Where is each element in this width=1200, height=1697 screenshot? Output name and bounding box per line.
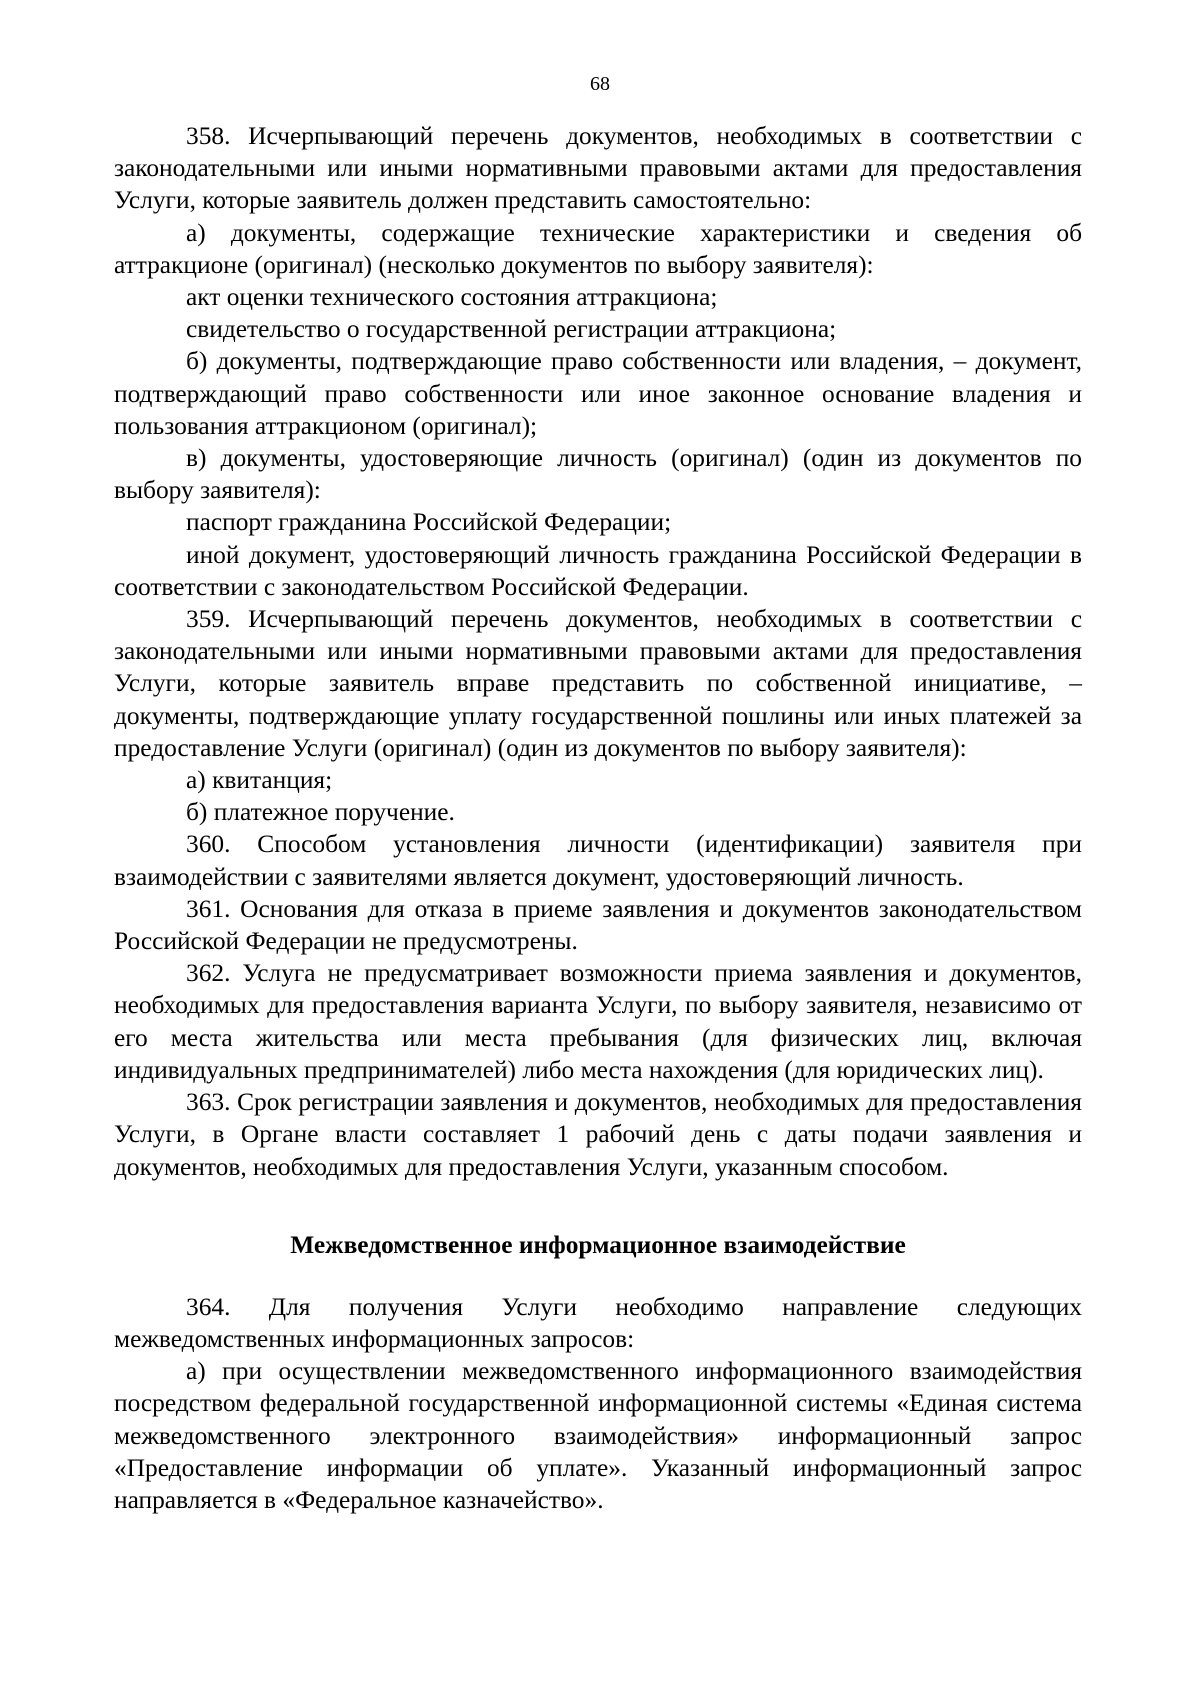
paragraph-364-a: а) при осуществлении межведомственного информационного взаимодействия посредством федеральной государственной информационной системы «Единая система межведомственного электронного взаимодействия» информационный запрос «Предоставление информации об уплате». Указанный информационный запрос направляется в «Федеральное казначейство». (114, 1357, 1082, 1514)
paragraph-358-v: в) документы, удостоверяющие личность (оригинал) (один из документов по выбору заявителя): (114, 444, 1082, 505)
paragraph-358-a: а) документы, содержащие технические характеристики и сведения об аттракционе (оригинал) (несколько документов по выбору заявителя): (114, 218, 1082, 279)
document-body (114, 120, 1082, 1516)
paragraph-359-b: б) платежное поручение. (186, 798, 455, 827)
paragraph-360: 360. Способом установления личности (идентификации) заявителя при взаимодействии с заявителями является документ, удостоверяющий личность. (114, 830, 1082, 891)
paragraph-358: 358. Исчерпывающий перечень документов, необходимых в соответствии с законодательными или иными нормативными правовыми актами для предоставления Услуги, которые заявитель должен представить самостоятельно: (114, 122, 1082, 215)
paragraph-359-a: а) квитанция; (186, 766, 333, 795)
page-number: 68 (590, 73, 610, 95)
paragraph-358-a-item-2: свидетельство о государственной регистрации аттракциона; (186, 315, 837, 344)
paragraph-362: 362. Услуга не предусматривает возможности приема заявления и документов, необходимых для предоставления варианта Услуги, по выбору заявителя, независимо от его места жительства или места пребывания (для физических лиц, включая индивидуальных предпринимателей) либо места нахождения (для юридических лиц). (114, 959, 1082, 1084)
paragraph-364: 364. Для получения Услуги необходимо направление следующих межведомственных информационных запросов: (114, 1292, 1082, 1353)
paragraph-361: 361. Основания для отказа в приеме заявления и документов законодательством Российской Федерации не предусмотрены. (114, 894, 1082, 956)
paragraph-358-b: б) документы, подтверждающие право собственности или владения, – документ, подтверждающий право собственности или иное законное основание владения и пользования аттракционом (оригинал); (114, 347, 1082, 440)
paragraph-358-v-item-2: иной документ, удостоверяющий личность гражданина Российской Федерации в соответствии с законодательством Российской Федерации. (114, 540, 1082, 601)
paragraph-358-v-item-1: паспорт гражданина Российской Федерации; (186, 508, 672, 537)
section-heading: Межведомственное информационное взаимодействие (290, 1230, 906, 1259)
paragraph-358-a-item-1: акт оценки технического состояния аттракциона; (186, 283, 718, 312)
paragraph-363: 363. Срок регистрации заявления и документов, необходимых для предоставления Услуги, в Органе власти составляет 1 рабочий день с даты подачи заявления и документов, необходимых для предоставления Услуги, указанным способом. (114, 1088, 1082, 1181)
paragraph-359: 359. Исчерпывающий перечень документов, необходимых в соответствии с законодательными или иными нормативными правовыми актами для предоставления Услуги, которые заявитель вправе представить по собственной инициативе, – документы, подтверждающие уплату государственной пошлины или иных платежей за предоставление Услуги (оригинал) (один из документов по выбору заявителя): (114, 605, 1082, 762)
